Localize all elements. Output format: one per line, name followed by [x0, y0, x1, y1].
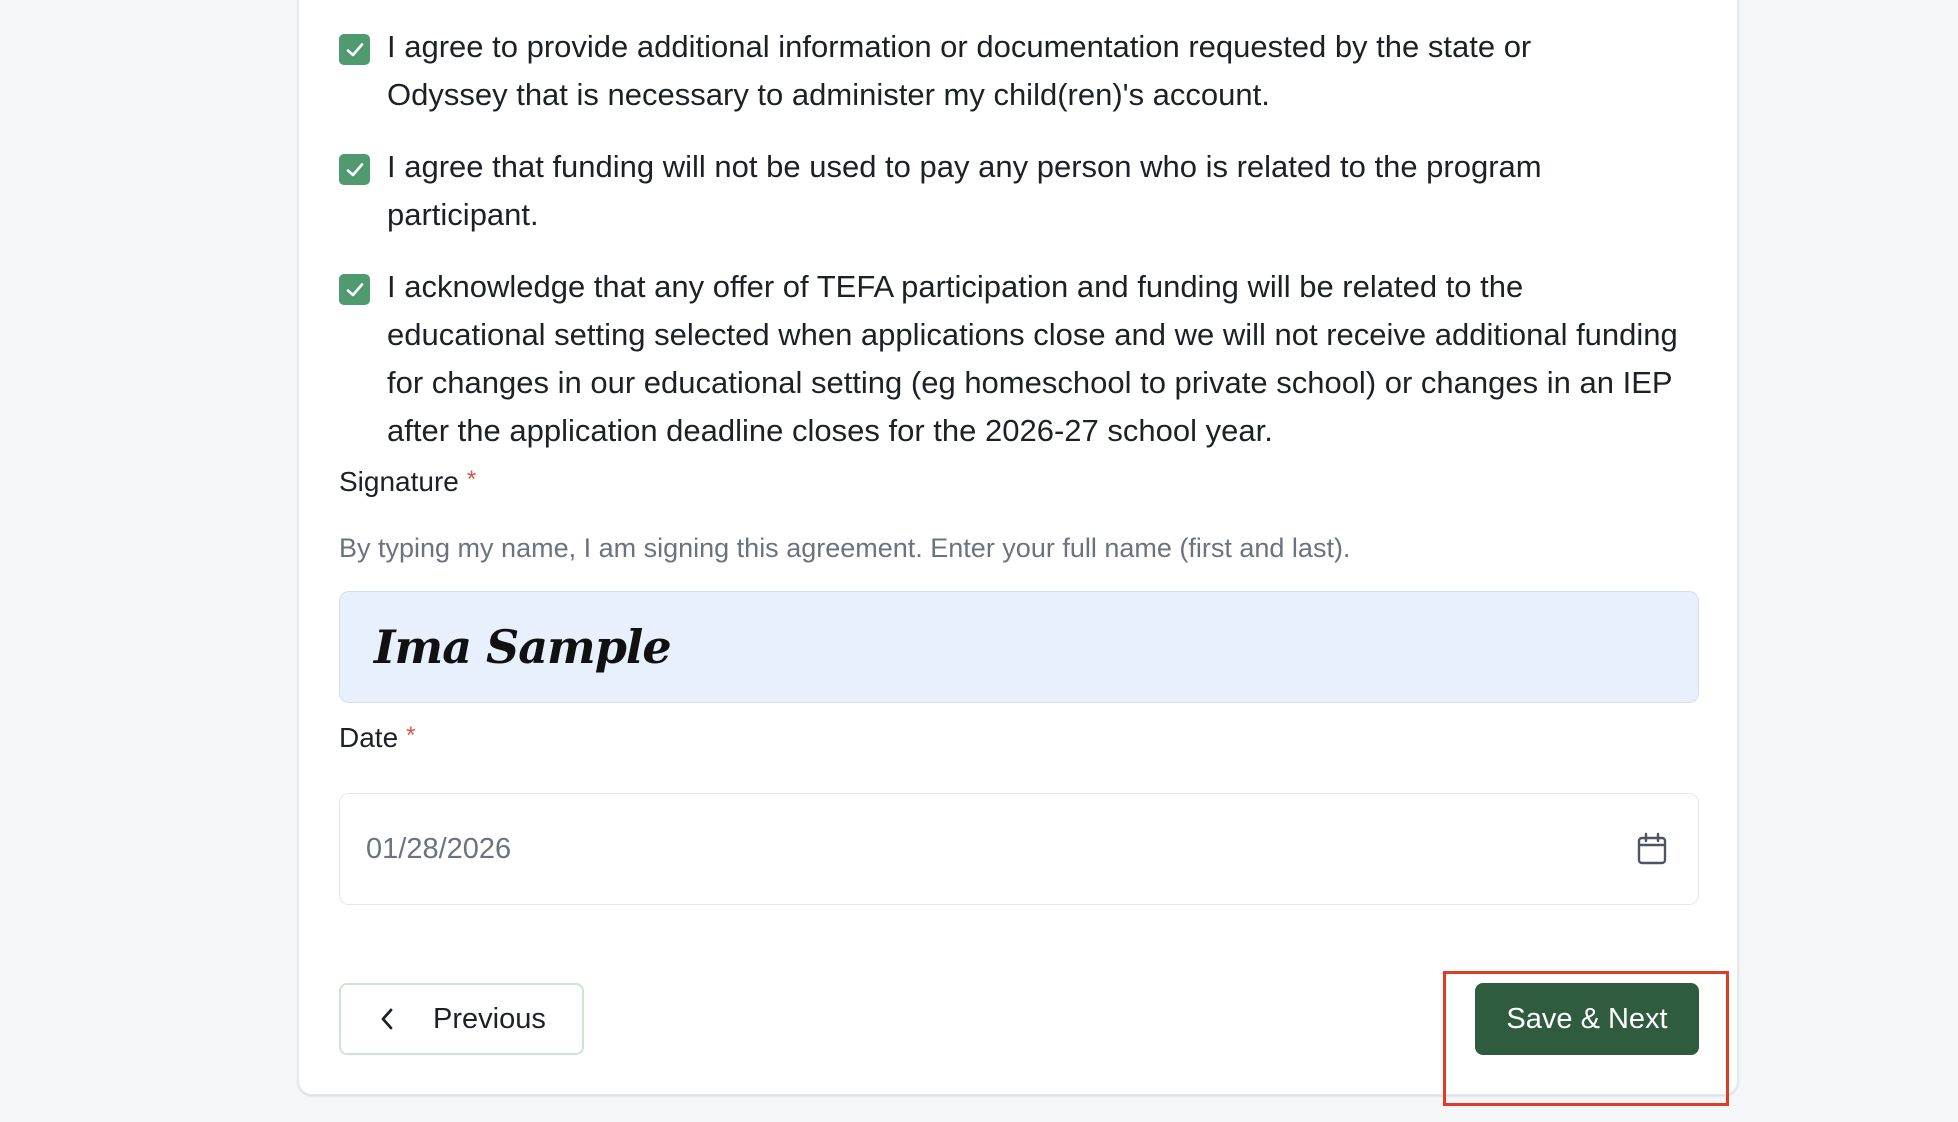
agreement-text: I agree that funding will not be used to pay any person who is related to the program participant. [387, 149, 1542, 232]
signature-label-text: Signature [339, 466, 459, 497]
signature-value: Ima Sample [374, 620, 671, 674]
signature-input[interactable] [339, 591, 1699, 703]
previous-button[interactable] [339, 983, 584, 1055]
calendar-icon[interactable] [1636, 832, 1668, 871]
checkbox-checked[interactable] [339, 34, 370, 65]
form-card [298, 0, 1738, 1095]
checkmark-icon [344, 279, 366, 301]
date-label-text: Date [339, 722, 399, 753]
chevron-left-icon [379, 1007, 395, 1031]
checkbox-checked[interactable] [339, 274, 370, 305]
required-mark: * [406, 722, 416, 749]
signature-help-text: By typing my name, I am signing this agreement. Enter your full name (first and last). [339, 533, 1351, 563]
agreement-item-tefa[interactable] [339, 263, 1687, 455]
checkbox-checked[interactable] [339, 154, 370, 185]
agreement-item-funding[interactable] [339, 143, 1657, 239]
date-value: 01/28/2026 [366, 832, 512, 865]
checkmark-icon [344, 159, 366, 181]
required-mark: * [466, 466, 477, 493]
highlight-box [1443, 971, 1729, 1106]
agreement-text: I agree to provide additional information or documentation requested by the state or Odyssey that is necessary to administer my child(ren)'s account. [387, 29, 1532, 112]
date-label [339, 722, 416, 754]
agreement-item-documentation[interactable] [339, 23, 1617, 119]
checkmark-icon [344, 39, 366, 61]
date-input[interactable] [339, 793, 1699, 905]
signature-label [339, 466, 476, 498]
save-next-button[interactable]: Save & Next [1475, 983, 1699, 1055]
agreement-text: I acknowledge that any offer of TEFA participation and funding will be related to the educational setting selected when applications close and we will not receive additional funding for changes in our educational setting (eg homeschool to private school) or changes in an IEP after the application deadline closes for the 2026-27 school year. [387, 269, 1678, 448]
previous-label: Previous [433, 1002, 546, 1035]
